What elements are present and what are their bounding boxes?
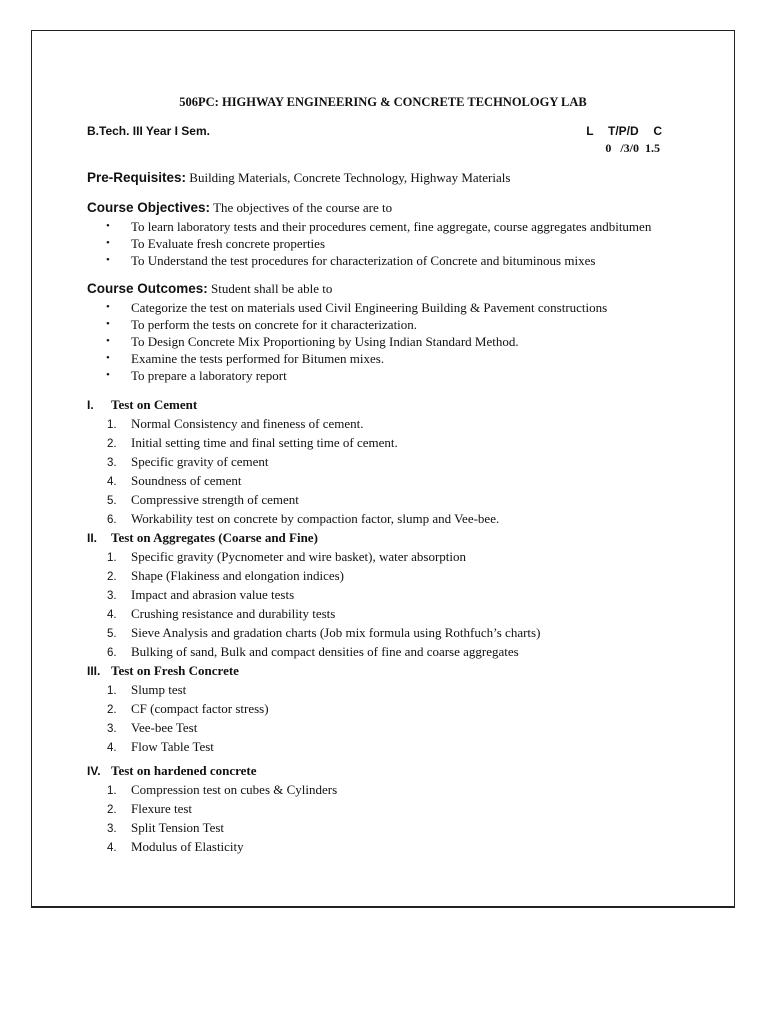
bullet-icon: •: [106, 254, 110, 266]
list-item: 1. Normal Consistency and fineness of cement.: [107, 416, 364, 431]
section-title: Test on Fresh Concrete: [111, 663, 239, 678]
list-item: 5. Sieve Analysis and gradation charts (Job mix formula using Rothfuch’s charts): [107, 625, 541, 640]
prerequisites-section: [87, 170, 714, 186]
document-content: [32, 31, 734, 906]
list-item: • Categorize the test on materials used Civil Engineering Building & Pavement constructions: [106, 300, 608, 315]
list-item: • To perform the tests on concrete for it characterization.: [106, 317, 418, 332]
list-item: 4. Flow Table Test: [107, 739, 214, 754]
experiment-list: [87, 548, 714, 662]
objectives-list: [87, 218, 714, 269]
experiment-section-cement: [87, 397, 714, 529]
section-title: Test on Cement: [111, 397, 198, 412]
bullet-icon: •: [106, 318, 110, 330]
bullet-icon: •: [106, 335, 110, 347]
ltpc-header: L T/P/D C: [586, 124, 662, 138]
section-numeral: I.: [87, 398, 94, 412]
list-item: 1. Slump test: [107, 682, 187, 697]
objectives-label: Course Objectives:: [87, 200, 211, 215]
section-title: Test on Aggregates (Coarse and Fine): [111, 530, 318, 545]
list-item: • To Design Concrete Mix Proportioning by Using Indian Standard Method.: [106, 334, 519, 349]
experiment-section-fresh-concrete: [87, 663, 714, 757]
section-numeral: IV.: [87, 764, 101, 778]
section-numeral: II.: [87, 531, 98, 545]
list-item: 2. CF (compact factor stress): [107, 701, 269, 716]
list-item: 3. Split Tension Test: [107, 820, 225, 835]
list-item: 4. Soundness of cement: [107, 473, 242, 488]
experiment-list: [87, 415, 714, 529]
page-frame: [31, 30, 735, 908]
experiment-section-hardened-concrete: [87, 763, 714, 857]
bullet-icon: •: [106, 352, 110, 364]
program-label: B.Tech. III Year I Sem.: [87, 124, 210, 138]
experiment-list: [87, 681, 714, 757]
list-item: 3. Vee-bee Test: [107, 720, 198, 735]
objectives-section: [87, 200, 714, 269]
course-title: 506PC: HIGHWAY ENGINEERING & CONCRETE TECHNOLOGY LAB: [179, 95, 587, 109]
experiment-section-aggregates: [87, 530, 714, 662]
list-item: 5. Compressive strength of cement: [107, 492, 299, 507]
outcomes-section: [87, 281, 714, 384]
course-meta: [87, 124, 694, 158]
list-item: 3. Impact and abrasion value tests: [107, 587, 295, 602]
outcomes-label: Course Outcomes:: [87, 281, 208, 296]
list-item: • To prepare a laboratory report: [106, 368, 287, 383]
ltpc-values: 0 /3/0 1.5: [605, 141, 660, 155]
prerequisites-label: Pre-Requisites:: [87, 170, 187, 185]
list-item: 3. Specific gravity of cement: [107, 454, 269, 469]
list-item: • To Understand the test procedures for characterization of Concrete and bituminous mixes: [106, 253, 596, 268]
list-item: 2. Initial setting time and final setting time of cement.: [107, 435, 398, 450]
section-numeral: III.: [87, 664, 101, 678]
list-item: • Examine the tests performed for Bitumen mixes.: [106, 351, 385, 366]
prerequisites-text: Building Materials, Concrete Technology, Highway Materials: [189, 170, 511, 185]
bullet-icon: •: [106, 220, 110, 232]
bullet-icon: •: [106, 369, 110, 381]
section-title: Test on hardened concrete: [111, 763, 257, 778]
list-item: 4. Crushing resistance and durability tests: [107, 606, 336, 621]
list-item: 2. Shape (Flakiness and elongation indices): [107, 568, 345, 583]
list-item: 6. Workability test on concrete by compaction factor, slump and Vee-bee.: [107, 511, 500, 526]
bullet-icon: •: [106, 301, 110, 313]
list-item: 6. Bulking of sand, Bulk and compact densities of fine and coarse aggregates: [107, 644, 519, 659]
objectives-intro: The objectives of the course are to: [213, 200, 393, 215]
outcomes-intro: Student shall be able to: [211, 281, 333, 296]
experiment-list: [87, 781, 714, 857]
list-item: 2. Flexure test: [107, 801, 193, 816]
bullet-icon: •: [106, 237, 110, 249]
outcomes-list: [87, 299, 714, 384]
list-item: 4. Modulus of Elasticity: [107, 839, 244, 854]
list-item: • To learn laboratory tests and their procedures cement, fine aggregate, course aggregates andbitumen: [106, 219, 652, 234]
list-item: 1. Specific gravity (Pycnometer and wire basket), water absorption: [107, 549, 466, 564]
list-item: 1. Compression test on cubes & Cylinders: [107, 782, 338, 797]
list-item: • To Evaluate fresh concrete properties: [106, 236, 325, 251]
